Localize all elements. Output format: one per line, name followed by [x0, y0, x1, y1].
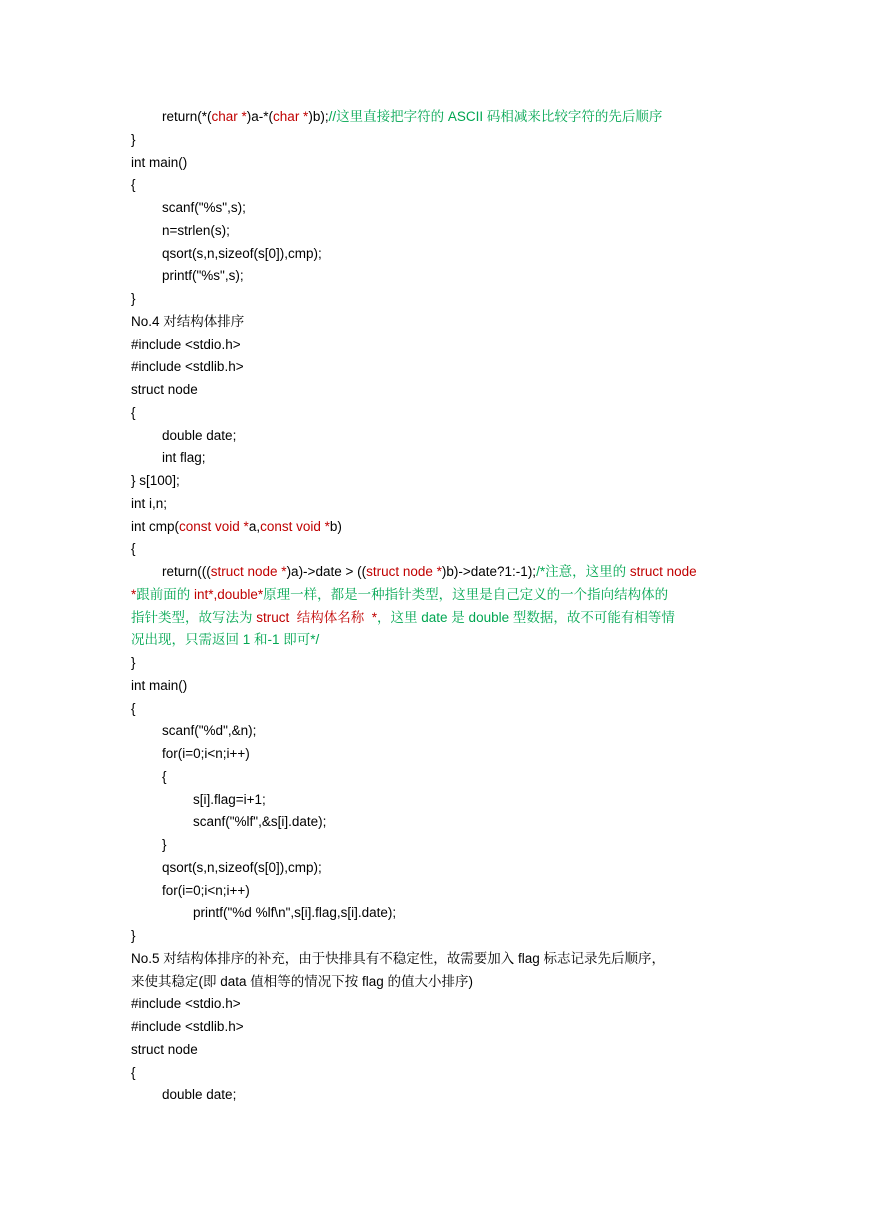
- text-line: [131, 811, 741, 834]
- text-segment-keyword: struct node: [629, 564, 697, 579]
- text-line: [131, 220, 741, 243]
- text-line: [131, 265, 741, 288]
- text-line: [131, 1084, 741, 1107]
- text-segment-default: return(((: [162, 564, 211, 579]
- text-segment-default: {: [131, 177, 136, 193]
- text-segment-default: double date;: [162, 1087, 237, 1103]
- text-segment-default: printf("%s",s);: [162, 268, 244, 284]
- text-segment-default: a,: [248, 518, 261, 534]
- text-segment-default: qsort(s,n,sizeof(s[0]),cmp);: [162, 245, 322, 261]
- text-segment-default: for(i=0;i<n;i++): [162, 746, 250, 761]
- text-segment-default: int main(): [131, 154, 188, 170]
- text-line: [131, 1062, 741, 1085]
- text-line: [131, 607, 741, 630]
- text-line: [131, 197, 741, 220]
- text-segment-default: scanf("%d",&n);: [162, 723, 257, 739]
- text-line: [131, 652, 741, 675]
- text-segment-comment: ，这里 date 是 double 型数据，故不可能有相等情: [377, 609, 675, 625]
- text-line: [131, 993, 741, 1016]
- text-line: [131, 334, 741, 357]
- text-segment-default: qsort(s,n,sizeof(s[0]),cmp);: [162, 859, 322, 875]
- text-segment-default: )b);: [308, 109, 329, 124]
- text-segment-default: scanf("%lf",&s[i].date);: [193, 814, 327, 830]
- text-line: [131, 379, 741, 402]
- text-segment-default: }: [131, 131, 136, 147]
- text-line: [131, 538, 741, 561]
- text-line: [131, 106, 741, 129]
- text-line: [131, 584, 741, 607]
- text-line: [131, 1039, 741, 1062]
- text-segment-keyword: char *: [211, 109, 247, 124]
- text-segment-default: {: [131, 404, 136, 420]
- text-segment-default: #include <stdio.h>: [131, 996, 241, 1012]
- text-segment-default: n=strlen(s);: [162, 222, 230, 238]
- text-line: [131, 902, 741, 925]
- text-line: [131, 880, 741, 903]
- text-segment-default: 来使其稳定(即 data 值相等的情况下按 flag 的值大小排序): [131, 973, 474, 989]
- text-line: [131, 834, 741, 857]
- text-line: [131, 948, 741, 971]
- text-segment-keyword: struct node *: [210, 564, 287, 579]
- text-segment-default: int flag;: [162, 450, 206, 466]
- text-segment-default: }: [131, 291, 136, 306]
- text-segment-default: b): [329, 518, 342, 534]
- text-line: [131, 789, 741, 812]
- text-segment-default: }: [162, 837, 167, 852]
- text-segment-keyword: int*,double*: [194, 586, 264, 602]
- text-line: [131, 698, 741, 721]
- text-segment-keyword: char *: [273, 109, 309, 124]
- text-segment-comment: /*注意，这里的: [536, 564, 630, 579]
- text-line: [131, 174, 741, 197]
- text-segment-default: #include <stdlib.h>: [131, 1019, 244, 1034]
- text-segment-default: printf("%d %lf\n",s[i].flag,s[i].date);: [193, 905, 397, 921]
- text-segment-default: s[i].flag=i+1;: [193, 791, 266, 807]
- text-segment-keyword: *: [131, 586, 137, 602]
- text-line: [131, 857, 741, 880]
- text-segment-default: #include <stdio.h>: [131, 336, 241, 352]
- text-line: [131, 288, 741, 311]
- text-segment-keyword: struct 结构体名称 *: [256, 609, 378, 625]
- text-segment-default: )a)->date > ((: [286, 564, 367, 579]
- text-segment-comment: 况出现，只需返回 1 和-1 即可*/: [131, 632, 320, 648]
- text-segment-default: int main(): [131, 677, 188, 693]
- text-line: [131, 470, 741, 493]
- text-segment-default: )a-*(: [246, 109, 274, 124]
- text-segment-default: )b)->date?1:-1);: [441, 564, 537, 579]
- text-line: [131, 402, 741, 425]
- text-segment-default: No.4 对结构体排序: [131, 313, 245, 329]
- text-segment-default: }: [131, 928, 136, 943]
- text-segment-comment: //这里直接把字符的 ASCII 码相减来比较字符的先后顺序: [328, 109, 663, 124]
- text-line: [131, 720, 741, 743]
- text-segment-default: } s[100];: [131, 473, 180, 488]
- text-segment-keyword: struct node *: [366, 564, 442, 579]
- text-segment-default: {: [131, 1064, 136, 1080]
- text-line: [131, 971, 741, 994]
- text-line: [131, 311, 741, 334]
- text-segment-default: struct node: [131, 382, 198, 397]
- text-line: [131, 925, 741, 948]
- text-line: [131, 1016, 741, 1039]
- text-segment-default: scanf("%s",s);: [162, 200, 246, 215]
- text-segment-default: for(i=0;i<n;i++): [162, 882, 250, 898]
- text-line: [131, 561, 741, 584]
- code-listing: [131, 106, 741, 1107]
- text-line: [131, 766, 741, 789]
- text-line: [131, 152, 741, 175]
- text-line: [131, 356, 741, 379]
- text-line: [131, 675, 741, 698]
- text-line: [131, 743, 741, 766]
- text-segment-default: struct node: [131, 1041, 198, 1057]
- text-line: [131, 447, 741, 470]
- text-segment-keyword: const void *: [179, 518, 249, 534]
- text-segment-default: double date;: [162, 427, 237, 443]
- text-segment-comment: 指针类型，故写法为: [131, 609, 257, 625]
- text-segment-default: {: [131, 541, 136, 557]
- text-segment-default: return(*(: [162, 109, 212, 124]
- text-line: [131, 516, 741, 539]
- text-line: [131, 493, 741, 516]
- text-line: [131, 243, 741, 266]
- text-segment-default: #include <stdlib.h>: [131, 359, 244, 375]
- text-segment-default: int cmp(: [131, 518, 180, 534]
- text-segment-default: {: [131, 700, 136, 716]
- text-line: [131, 629, 741, 652]
- text-segment-default: {: [162, 768, 167, 784]
- text-line: [131, 129, 741, 152]
- text-segment-comment: 原理一样，都是一种指针类型，这里是自己定义的一个指向结构体的: [263, 586, 669, 602]
- text-segment-keyword: const void *: [260, 518, 330, 534]
- text-segment-default: No.5 对结构体排序的补充，由于快排具有不稳定性，故需要加入 flag 标志记录先后顺序，: [131, 950, 666, 966]
- text-segment-default: }: [131, 655, 136, 670]
- text-segment-default: int i,n;: [131, 495, 168, 511]
- text-line: [131, 425, 741, 448]
- text-segment-comment: 跟前面的: [136, 586, 195, 602]
